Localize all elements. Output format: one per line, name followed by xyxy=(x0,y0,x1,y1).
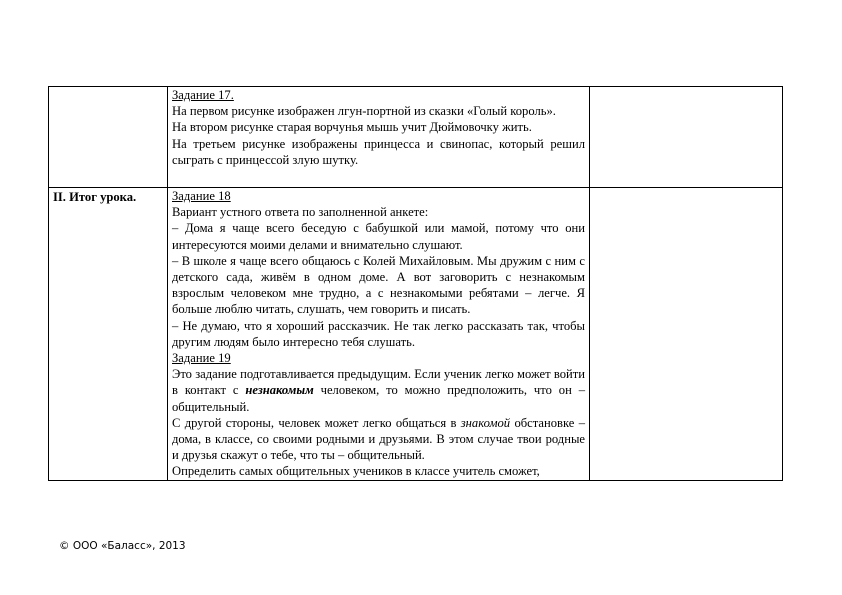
paragraph-text: обстановке – дома, в классе, со своими родными и друзьями. В этом случае твои родные и друзья скажут о тебе, что ты – общительный. xyxy=(172,415,585,463)
table-row xyxy=(49,188,783,481)
paragraph xyxy=(172,366,585,415)
paragraph: – Дома я чаще всего беседую с бабушкой или мамой, потому что они интересуются моими делами и внимательно слушают. xyxy=(172,221,585,252)
paragraph-text: Это задание подготавливается предыдущим. Если ученик легко может войти в контакт с xyxy=(172,367,585,398)
paragraph: На третьем рисунке изображены принцесса и свинопас, который решил сыграть с принцессой злую шутку. xyxy=(172,136,585,167)
content-cell xyxy=(168,188,590,481)
paragraph xyxy=(172,415,585,464)
paragraph: – В школе я чаще всего общаюсь с Колей Михайловым. Мы дружим с ним с детского сада, живём в одном доме. А вот заговорить с незнакомым взрослым человеком мне трудно, а с незнакомыми ребятами – легче. Я больше люблю читать, слушать, чем говорить и писать. xyxy=(172,253,585,317)
stage-label: II. Итог урока. xyxy=(53,190,137,204)
content-cell xyxy=(168,87,590,188)
emphasis-text: знакомой xyxy=(460,415,511,430)
notes-cell xyxy=(590,87,783,188)
task-title: Задание 19 xyxy=(172,351,231,366)
lesson-table xyxy=(48,86,783,481)
paragraph: На первом рисунке изображен лгун-портной из сказки «Голый король». xyxy=(172,104,556,119)
stage-cell xyxy=(49,87,168,188)
emphasis-text: незнакомым xyxy=(245,383,314,398)
copyright-footer: © ООО «Баласс», 2013 xyxy=(59,540,186,552)
notes-cell xyxy=(590,188,783,481)
task-title: Задание 17. xyxy=(172,88,234,102)
paragraph: Вариант устного ответа по заполненной анкете: xyxy=(172,205,429,220)
task-title: Задание 18 xyxy=(172,189,231,203)
paragraph-text: С другой стороны, человек может легко общаться в xyxy=(172,415,461,430)
paragraph: Определить самых общительных учеников в классе учитель сможет, xyxy=(172,464,540,479)
table-row xyxy=(49,87,783,188)
paragraph-text: человеком, то можно предположить, что он – общительный. xyxy=(172,383,585,414)
paragraph: – Не думаю, что я хороший рассказчик. Не так легко рассказать так, чтобы другим людям было интересно тебя слушать. xyxy=(172,318,585,349)
paragraph: На втором рисунке старая ворчунья мышь учит Дюймовочку жить. xyxy=(172,120,532,135)
stage-cell xyxy=(49,188,168,481)
